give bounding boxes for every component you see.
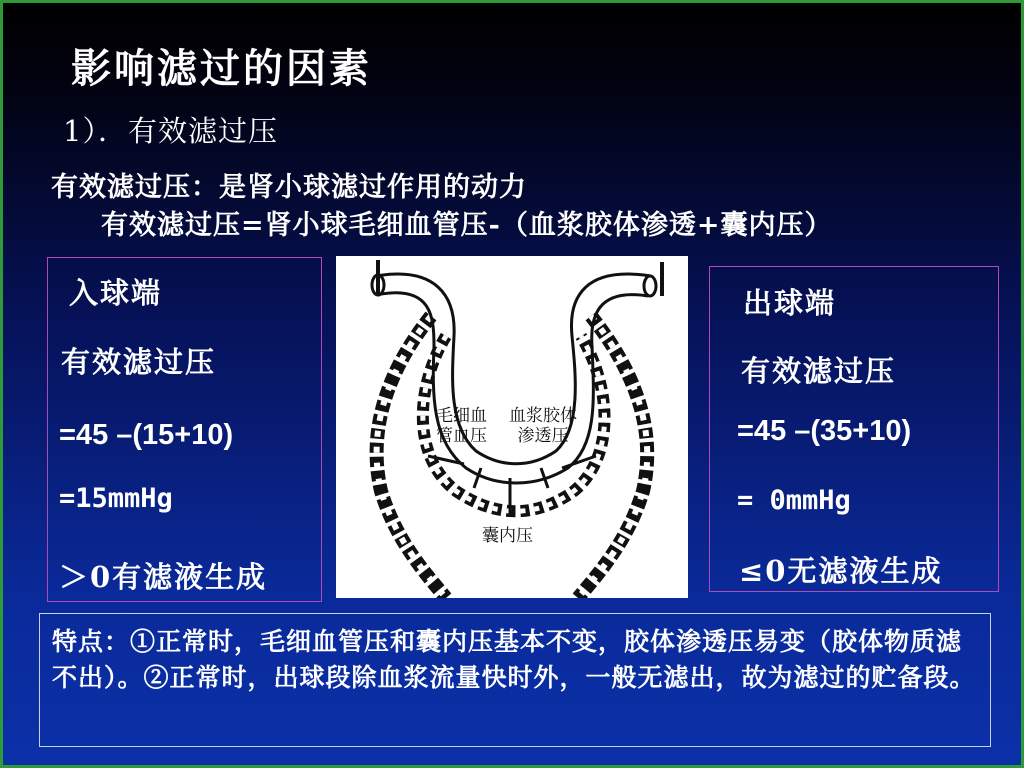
definition-line: 有效滤过压：是肾小球滤过作用的动力 — [51, 172, 527, 203]
capsule-pressure-label: 囊内压 — [482, 526, 533, 546]
efferent-formula: =45 –(35+10) — [737, 415, 912, 447]
efferent-label: 有效滤过压 — [741, 354, 897, 388]
afferent-result: =15mmHg — [59, 483, 173, 514]
efferent-heading: 出球端 — [743, 286, 837, 320]
slide-title: 影响滤过的因素 — [71, 45, 372, 92]
afferent-conclusion: ＞0有滤液生成 — [59, 560, 268, 594]
afferent-heading: 入球端 — [69, 276, 163, 310]
formula-line: 有效滤过压=肾小球毛细血管压-（血浆胶体渗透+囊内压） — [101, 210, 833, 241]
colloid-pressure-label: 血浆胶体 渗透压 — [509, 406, 577, 446]
glomerulus-diagram — [336, 256, 688, 598]
notes-box: 特点：①正常时，毛细血管压和囊内压基本不变，胶体渗透压易变（胶体物质滤不出）。②正常时，出球段除血浆流量快时外，一般无滤出，故为滤过的贮备段。 — [39, 613, 991, 747]
section-heading: 1）．有效滤过压 — [63, 114, 278, 148]
afferent-formula: =45 –(15+10) — [59, 419, 234, 451]
efferent-result: = 0mmHg — [737, 485, 851, 516]
capillary-pressure-label: 毛细血 管血压 — [436, 406, 487, 446]
efferent-conclusion: ≤0无滤液生成 — [739, 554, 943, 588]
afferent-label: 有效滤过压 — [61, 345, 217, 379]
